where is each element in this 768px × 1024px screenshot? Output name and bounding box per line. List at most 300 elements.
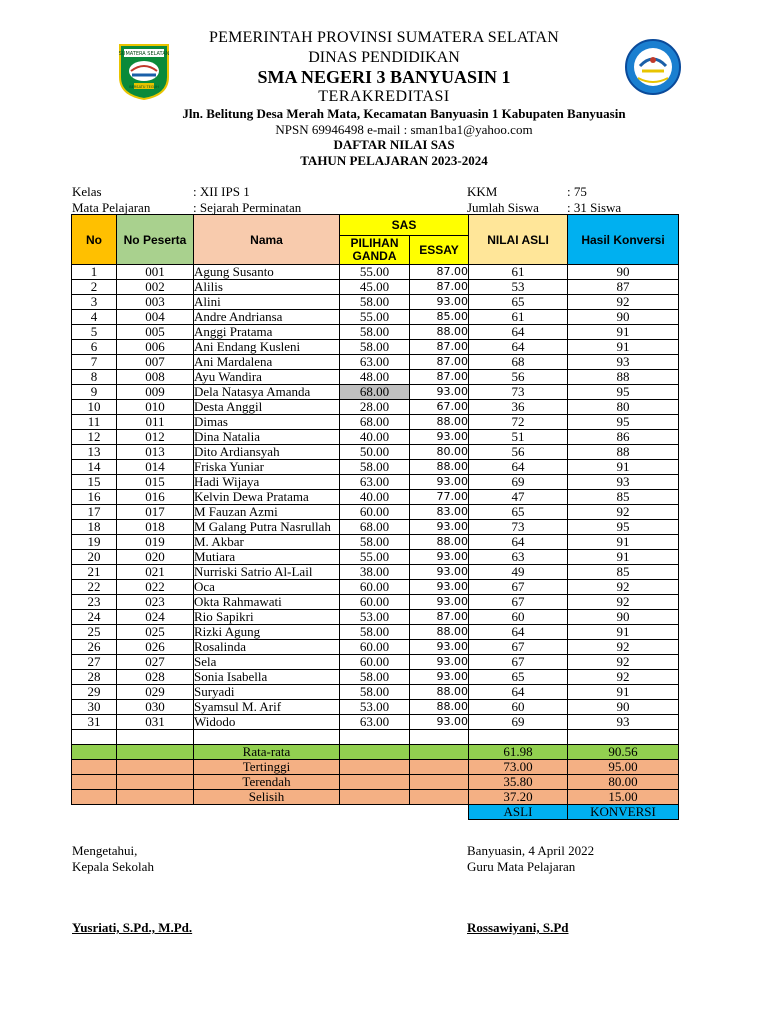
cell-konversi: 91 (568, 325, 679, 340)
cell-pilihan-ganda: 60.00 (340, 505, 410, 520)
cell-konversi: 92 (568, 640, 679, 655)
cell-no-peserta: 016 (117, 490, 194, 505)
table-row (72, 265, 679, 280)
cell-nilai-asli: 73 (469, 520, 568, 535)
cell-konversi: 92 (568, 295, 679, 310)
summary-blank (340, 760, 410, 775)
header-contact: NPSN 69946498 e-mail : sman1ba1@yahoo.com (275, 122, 533, 137)
summary-row (72, 760, 679, 775)
cell-nama: Nurriski Satrio Al-Lail (194, 565, 340, 580)
cell-nilai-asli: 56 (469, 370, 568, 385)
cell-no-peserta: 029 (117, 685, 194, 700)
cell-no: 21 (72, 565, 117, 580)
table-row (72, 655, 679, 670)
header-province: PEMERINTAH PROVINSI SUMATERA SELATAN (209, 29, 559, 46)
cell-nilai-asli: 47 (469, 490, 568, 505)
cell-konversi: 80 (568, 400, 679, 415)
summary-label: Tertinggi (194, 760, 340, 775)
cell-nilai-asli: 64 (469, 340, 568, 355)
cell-nilai-asli: 49 (469, 565, 568, 580)
cell-nama: Ayu Wandira (194, 370, 340, 385)
cell-nilai-asli: 64 (469, 625, 568, 640)
cell-pilihan-ganda: 53.00 (340, 610, 410, 625)
cell-essay: 88.00 (410, 700, 469, 715)
table-row (72, 370, 679, 385)
cell-no: 1 (72, 265, 117, 280)
cell-no-peserta: 001 (117, 265, 194, 280)
cell-no-peserta: 030 (117, 700, 194, 715)
mapel-value: : Sejarah Perminatan (193, 200, 302, 215)
cell-nilai-asli: 67 (469, 580, 568, 595)
cell-no-peserta: 017 (117, 505, 194, 520)
cell-no: 19 (72, 535, 117, 550)
cell-no-peserta: 021 (117, 565, 194, 580)
cell-no: 17 (72, 505, 117, 520)
cell-nama: Widodo (194, 715, 340, 730)
sig-right-line1: Banyuasin, 4 April 2022 (467, 843, 595, 858)
cell-pilihan-ganda: 58.00 (340, 670, 410, 685)
cell-no: 13 (72, 445, 117, 460)
header-pilihan-ganda (340, 236, 410, 265)
cell-nama: Alini (194, 295, 340, 310)
cell-pilihan-ganda: 60.00 (340, 595, 410, 610)
summary-asli: 61.98 (469, 745, 568, 760)
summary-label: Rata-rata (194, 745, 340, 760)
cell-nama: Dimas (194, 415, 340, 430)
cell-pilihan-ganda: 58.00 (340, 340, 410, 355)
cell-no: 24 (72, 610, 117, 625)
cell-no-peserta: 010 (117, 400, 194, 415)
table-row (72, 520, 679, 535)
cell-pilihan-ganda: 55.00 (340, 310, 410, 325)
cell-essay: 87.00 (410, 280, 469, 295)
cell-no-peserta: 023 (117, 595, 194, 610)
table-row (72, 625, 679, 640)
cell-nama: M. Akbar (194, 535, 340, 550)
cell-nama: Anggi Pratama (194, 325, 340, 340)
cell-essay: 87.00 (410, 610, 469, 625)
summary-blank (117, 760, 194, 775)
cell-nilai-asli: 61 (469, 265, 568, 280)
cell-nilai-asli: 60 (469, 700, 568, 715)
table-row (72, 355, 679, 370)
header-address: Jln. Belitung Desa Merah Mata, Kecamatan Banyuasin 1 Kabupaten Banyuasin (182, 106, 626, 121)
sig-left-line1: Mengetahui, (72, 843, 138, 858)
cell-nilai-asli: 53 (469, 280, 568, 295)
cell-no: 22 (72, 580, 117, 595)
table-row (72, 610, 679, 625)
cell-pilihan-ganda: 55.00 (340, 550, 410, 565)
cell-no: 27 (72, 655, 117, 670)
cell-konversi: 90 (568, 610, 679, 625)
cell-no: 18 (72, 520, 117, 535)
cell-no-peserta: 019 (117, 535, 194, 550)
table-row (72, 535, 679, 550)
cell-nama: Friska Yuniar (194, 460, 340, 475)
header-pg-line1: PILIHAN (350, 236, 399, 250)
cell-nama: Oca (194, 580, 340, 595)
cell-nilai-asli: 68 (469, 355, 568, 370)
cell-pilihan-ganda: 63.00 (340, 715, 410, 730)
cell-pilihan-ganda: 58.00 (340, 295, 410, 310)
sig-right-line2: Guru Mata Pelajaran (467, 859, 576, 874)
summary-blank (410, 745, 469, 760)
cell-no-peserta: 008 (117, 370, 194, 385)
summary-label: Terendah (194, 775, 340, 790)
cell-no-peserta: 004 (117, 310, 194, 325)
table-row (72, 430, 679, 445)
cell-nama: Alilis (194, 280, 340, 295)
cell-essay: 93.00 (410, 715, 469, 730)
cell-no-peserta: 025 (117, 625, 194, 640)
cell-pilihan-ganda: 53.00 (340, 700, 410, 715)
cell-konversi: 92 (568, 505, 679, 520)
cell-konversi: 95 (568, 385, 679, 400)
cell-pilihan-ganda: 60.00 (340, 580, 410, 595)
cell-essay: 88.00 (410, 460, 469, 475)
summary-blank (117, 745, 194, 760)
cell-no-peserta: 026 (117, 640, 194, 655)
footer-asli-label: ASLI (469, 805, 568, 820)
header-hasil-konversi: Hasil Konversi (568, 215, 679, 265)
table-row (72, 445, 679, 460)
header-no: No (72, 215, 117, 265)
cell-pilihan-ganda: 28.00 (340, 400, 410, 415)
cell-nilai-asli: 64 (469, 685, 568, 700)
cell-essay: 88.00 (410, 325, 469, 340)
cell-essay: 93.00 (410, 580, 469, 595)
summary-asli: 37.20 (469, 790, 568, 805)
summary-asli: 35.80 (469, 775, 568, 790)
cell-konversi: 91 (568, 625, 679, 640)
logo-left-motto: BERSATU TEGUH (129, 85, 159, 89)
summary-konversi: 80.00 (568, 775, 679, 790)
cell-nilai-asli: 69 (469, 715, 568, 730)
cell-essay: 93.00 (410, 385, 469, 400)
cell-konversi: 92 (568, 595, 679, 610)
cell-essay: 85.00 (410, 310, 469, 325)
cell-nama: Dito Ardiansyah (194, 445, 340, 460)
cell-nilai-asli: 72 (469, 415, 568, 430)
header-accreditation: TERAKREDITASI (318, 88, 450, 105)
summary-blank (410, 775, 469, 790)
cell-nama: Ani Mardalena (194, 355, 340, 370)
cell-pilihan-ganda: 63.00 (340, 355, 410, 370)
cell-no: 25 (72, 625, 117, 640)
cell-nilai-asli: 69 (469, 475, 568, 490)
grade-table (71, 214, 679, 820)
cell-essay: 88.00 (410, 415, 469, 430)
summary-blank (72, 760, 117, 775)
cell-konversi: 86 (568, 430, 679, 445)
footer-labels-row (72, 805, 679, 820)
cell-nilai-asli: 64 (469, 460, 568, 475)
cell-essay: 88.00 (410, 685, 469, 700)
cell-no: 3 (72, 295, 117, 310)
empty-row (72, 730, 679, 745)
cell-no: 16 (72, 490, 117, 505)
cell-pilihan-ganda: 55.00 (340, 265, 410, 280)
cell-nama: Desta Anggil (194, 400, 340, 415)
cell-nilai-asli: 61 (469, 310, 568, 325)
cell-essay: 88.00 (410, 535, 469, 550)
cell-pilihan-ganda: 48.00 (340, 370, 410, 385)
table-row (72, 685, 679, 700)
table-row (72, 475, 679, 490)
cell-nama: Mutiara (194, 550, 340, 565)
cell-essay: 93.00 (410, 595, 469, 610)
cell-no-peserta: 027 (117, 655, 194, 670)
kelas-label: Kelas (72, 184, 102, 199)
cell-no: 8 (72, 370, 117, 385)
cell-essay: 88.00 (410, 625, 469, 640)
cell-essay: 93.00 (410, 295, 469, 310)
cell-nama: Rizki Agung (194, 625, 340, 640)
summary-blank (117, 775, 194, 790)
cell-pilihan-ganda: 58.00 (340, 685, 410, 700)
table-row (72, 400, 679, 415)
header-department: DINAS PENDIDIKAN (308, 49, 460, 66)
cell-no: 29 (72, 685, 117, 700)
cell-pilihan-ganda: 63.00 (340, 475, 410, 490)
cell-no-peserta: 002 (117, 280, 194, 295)
cell-konversi: 88 (568, 370, 679, 385)
cell-no-peserta: 003 (117, 295, 194, 310)
cell-nama: Ani Endang Kusleni (194, 340, 340, 355)
summary-blank (72, 775, 117, 790)
cell-no-peserta: 022 (117, 580, 194, 595)
cell-no-peserta: 020 (117, 550, 194, 565)
cell-essay: 93.00 (410, 655, 469, 670)
sig-left-line2: Kepala Sekolah (72, 859, 154, 874)
table-row (72, 325, 679, 340)
summary-blank (410, 790, 469, 805)
cell-nilai-asli: 51 (469, 430, 568, 445)
cell-nama: Rio Sapikri (194, 610, 340, 625)
header-sas: SAS (340, 215, 469, 236)
cell-nilai-asli: 67 (469, 655, 568, 670)
cell-no-peserta: 024 (117, 610, 194, 625)
cell-no: 6 (72, 340, 117, 355)
cell-essay: 93.00 (410, 565, 469, 580)
cell-nilai-asli: 64 (469, 325, 568, 340)
cell-nama: Dela Natasya Amanda (194, 385, 340, 400)
cell-pilihan-ganda: 58.00 (340, 325, 410, 340)
cell-no-peserta: 007 (117, 355, 194, 370)
cell-no: 4 (72, 310, 117, 325)
cell-no: 7 (72, 355, 117, 370)
cell-pilihan-ganda: 60.00 (340, 655, 410, 670)
cell-konversi: 91 (568, 460, 679, 475)
summary-blank (340, 790, 410, 805)
header-pg-line2: GANDA (352, 249, 397, 263)
cell-pilihan-ganda: 38.00 (340, 565, 410, 580)
table-row (72, 310, 679, 325)
cell-konversi: 91 (568, 685, 679, 700)
cell-essay: 67.00 (410, 400, 469, 415)
cell-nama: Andre Andriansa (194, 310, 340, 325)
summary-konversi: 95.00 (568, 760, 679, 775)
jumlah-value: : 31 Siswa (567, 200, 622, 215)
header-school-name: SMA NEGERI 3 BANYUASIN 1 (257, 67, 511, 87)
cell-konversi: 85 (568, 565, 679, 580)
table-row (72, 505, 679, 520)
cell-no-peserta: 015 (117, 475, 194, 490)
header-nilai-asli: NILAI ASLI (469, 215, 568, 265)
cell-nilai-asli: 56 (469, 445, 568, 460)
cell-no: 20 (72, 550, 117, 565)
cell-no: 9 (72, 385, 117, 400)
principal-name: Yusriati, S.Pd., M.Pd. (72, 920, 193, 935)
table-row (72, 460, 679, 475)
table-row (72, 550, 679, 565)
cell-nama: Okta Rahmawati (194, 595, 340, 610)
table-row (72, 490, 679, 505)
cell-konversi: 93 (568, 355, 679, 370)
cell-essay: 93.00 (410, 520, 469, 535)
cell-no: 23 (72, 595, 117, 610)
cell-konversi: 92 (568, 655, 679, 670)
cell-pilihan-ganda: 58.00 (340, 625, 410, 640)
header-no-peserta: No Peserta (117, 215, 194, 265)
table-row (72, 670, 679, 685)
cell-no-peserta: 006 (117, 340, 194, 355)
kkm-value: : 75 (567, 184, 587, 199)
cell-essay: 77.00 (410, 490, 469, 505)
academic-year: TAHUN PELAJARAN 2023-2024 (300, 153, 488, 168)
summary-konversi: 15.00 (568, 790, 679, 805)
cell-essay: 87.00 (410, 370, 469, 385)
summary-row (72, 790, 679, 805)
cell-no: 10 (72, 400, 117, 415)
cell-konversi: 92 (568, 670, 679, 685)
cell-essay: 83.00 (410, 505, 469, 520)
cell-no-peserta: 012 (117, 430, 194, 445)
summary-row (72, 745, 679, 760)
cell-essay: 80.00 (410, 445, 469, 460)
summary-asli: 73.00 (469, 760, 568, 775)
cell-no-peserta: 011 (117, 415, 194, 430)
table-row (72, 700, 679, 715)
header-essay: ESSAY (410, 236, 469, 265)
cell-essay: 93.00 (410, 670, 469, 685)
cell-pilihan-ganda: 40.00 (340, 430, 410, 445)
cell-nama: Sela (194, 655, 340, 670)
cell-konversi: 90 (568, 265, 679, 280)
cell-nama: M Fauzan Azmi (194, 505, 340, 520)
table-row (72, 415, 679, 430)
cell-nama: Kelvin Dewa Pratama (194, 490, 340, 505)
cell-no-peserta: 005 (117, 325, 194, 340)
summary-label: Selisih (194, 790, 340, 805)
cell-nama: Agung Susanto (194, 265, 340, 280)
table-row (72, 385, 679, 400)
cell-konversi: 93 (568, 715, 679, 730)
table-row (72, 640, 679, 655)
cell-nama: M Galang Putra Nasrullah (194, 520, 340, 535)
cell-no-peserta: 009 (117, 385, 194, 400)
cell-nilai-asli: 65 (469, 670, 568, 685)
cell-nilai-asli: 73 (469, 385, 568, 400)
cell-no: 2 (72, 280, 117, 295)
cell-no-peserta: 014 (117, 460, 194, 475)
cell-no: 12 (72, 430, 117, 445)
summary-blank (117, 790, 194, 805)
cell-essay: 87.00 (410, 355, 469, 370)
cell-nilai-asli: 63 (469, 550, 568, 565)
cell-pilihan-ganda: 50.00 (340, 445, 410, 460)
cell-essay: 87.00 (410, 340, 469, 355)
cell-konversi: 92 (568, 580, 679, 595)
footer-konversi-label: KONVERSI (568, 805, 679, 820)
cell-konversi: 95 (568, 520, 679, 535)
cell-konversi: 85 (568, 490, 679, 505)
cell-nilai-asli: 36 (469, 400, 568, 415)
cell-nilai-asli: 65 (469, 505, 568, 520)
cell-konversi: 87 (568, 280, 679, 295)
cell-nama: Sonia Isabella (194, 670, 340, 685)
cell-no: 28 (72, 670, 117, 685)
table-row (72, 280, 679, 295)
cell-nama: Rosalinda (194, 640, 340, 655)
summary-blank (72, 790, 117, 805)
summary-konversi: 90.56 (568, 745, 679, 760)
cell-essay: 87.00 (410, 265, 469, 280)
table-row (72, 715, 679, 730)
cell-no: 15 (72, 475, 117, 490)
header-nama: Nama (194, 215, 340, 265)
cell-pilihan-ganda: 68.00 (340, 385, 410, 400)
cell-konversi: 91 (568, 340, 679, 355)
cell-essay: 93.00 (410, 550, 469, 565)
cell-pilihan-ganda: 68.00 (340, 415, 410, 430)
cell-nilai-asli: 65 (469, 295, 568, 310)
summary-blank (340, 775, 410, 790)
cell-nilai-asli: 60 (469, 610, 568, 625)
logo-left-text: SUMATERA SELATAN (118, 51, 170, 57)
cell-no-peserta: 028 (117, 670, 194, 685)
cell-pilihan-ganda: 45.00 (340, 280, 410, 295)
cell-nama: Suryadi (194, 685, 340, 700)
cell-essay: 93.00 (410, 430, 469, 445)
cell-nama: Dina Natalia (194, 430, 340, 445)
cell-konversi: 91 (568, 535, 679, 550)
cell-no-peserta: 013 (117, 445, 194, 460)
mapel-label: Mata Pelajaran (72, 200, 151, 215)
summary-blank (72, 745, 117, 760)
kkm-label: KKM (467, 184, 498, 199)
cell-no: 30 (72, 700, 117, 715)
cell-essay: 93.00 (410, 475, 469, 490)
summary-blank (410, 760, 469, 775)
cell-konversi: 93 (568, 475, 679, 490)
table-row (72, 595, 679, 610)
cell-nilai-asli: 67 (469, 595, 568, 610)
cell-essay: 93.00 (410, 640, 469, 655)
cell-no: 14 (72, 460, 117, 475)
cell-pilihan-ganda: 58.00 (340, 535, 410, 550)
table-row (72, 565, 679, 580)
cell-konversi: 90 (568, 310, 679, 325)
cell-no-peserta: 018 (117, 520, 194, 535)
cell-nilai-asli: 67 (469, 640, 568, 655)
cell-konversi: 95 (568, 415, 679, 430)
cell-pilihan-ganda: 60.00 (340, 640, 410, 655)
table-row (72, 340, 679, 355)
cell-nama: Hadi Wijaya (194, 475, 340, 490)
cell-pilihan-ganda: 68.00 (340, 520, 410, 535)
cell-no: 5 (72, 325, 117, 340)
